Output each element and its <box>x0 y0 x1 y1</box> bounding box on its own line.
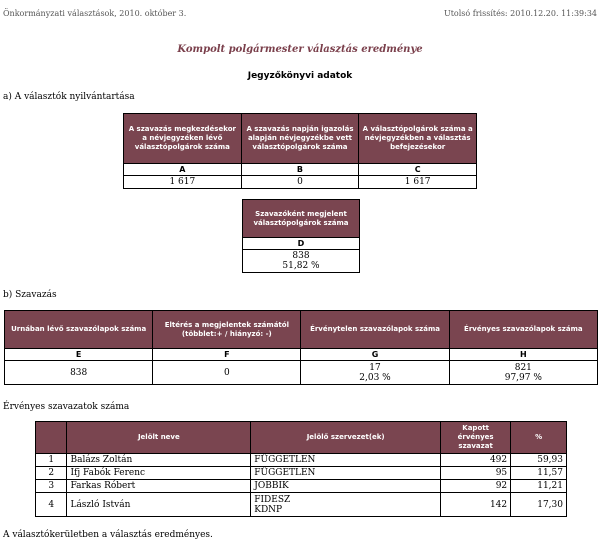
top-bar <box>0 0 600 20</box>
column-header-a: A szavazás megkezdésekor a névjegyzéken lévő választópolgárok száma <box>124 114 242 164</box>
column-letter-h: H <box>449 349 597 361</box>
candidate-name: Balázs Zoltán <box>67 454 251 467</box>
candidate-name: Ifj Fabók Ferenc <box>67 467 251 480</box>
vote-count: 92 <box>441 480 511 493</box>
nominating-org: JOBBIK <box>251 480 441 493</box>
table-row <box>36 454 567 467</box>
turnout-table <box>242 199 360 273</box>
row-index: 1 <box>36 454 67 467</box>
value-f: 0 <box>153 361 301 385</box>
nominating-org: FÜGGETLEN <box>251 467 441 480</box>
value-b: 0 <box>241 176 359 189</box>
turnout-cell <box>243 250 360 273</box>
nominating-org: FÜGGETLEN <box>251 454 441 467</box>
table-row <box>36 467 567 480</box>
election-date-text: Önkormányzati választások, 2010. október 3. <box>3 9 187 18</box>
percent-h: 97,97 % <box>504 372 542 383</box>
turnout-value: 838 <box>292 251 310 261</box>
vote-count: 142 <box>441 493 511 517</box>
column-header-index <box>36 422 67 454</box>
column-header-h: Érvényes szavazólapok száma <box>449 311 597 349</box>
column-letter-c: C <box>359 164 477 176</box>
row-index: 2 <box>36 467 67 480</box>
column-letter-e: E <box>5 349 153 361</box>
vote-count: 95 <box>441 467 511 480</box>
nominating-org-line-1: FIDESZ <box>254 494 291 505</box>
candidate-name: László István <box>67 493 251 517</box>
vote-percent: 11,21 <box>511 480 567 493</box>
row-index: 3 <box>36 480 67 493</box>
column-header-g: Érvénytelen szavazólapok száma <box>301 311 449 349</box>
column-letter-a: A <box>124 164 242 176</box>
nominating-org <box>251 493 441 517</box>
voter-registry-table <box>123 113 477 189</box>
value-c: 1 617 <box>359 176 477 189</box>
vote-percent: 59,93 <box>511 454 567 467</box>
nominating-org-line-2: KDNP <box>254 504 283 515</box>
vote-count: 492 <box>441 454 511 467</box>
value-a: 1 617 <box>124 176 242 189</box>
column-header-e: Urnában lévő szavazólapok száma <box>5 311 153 349</box>
value-g-cell <box>301 361 449 385</box>
section-b-label: b) Szavazás <box>3 290 57 300</box>
turnout-percent: 51,82 % <box>282 261 320 271</box>
result-statement: A választókerületben a választás eredményes. <box>3 530 213 540</box>
value-e: 838 <box>5 361 153 385</box>
column-header-f: Eltérés a megjelentek számától (többlet:+ / hiányzó: -) <box>153 311 301 349</box>
vote-percent: 11,57 <box>511 467 567 480</box>
page-subtitle: Jegyzőkönyvi adatok <box>247 71 353 81</box>
value-h: 821 <box>514 362 532 373</box>
results-label: Érvényes szavazatok száma <box>3 402 130 412</box>
column-header-candidate: Jelölt neve <box>67 422 251 454</box>
results-table <box>35 421 567 517</box>
candidate-name: Farkas Róbert <box>67 480 251 493</box>
column-letter-f: F <box>153 349 301 361</box>
section-a-label: a) A választók nyilvántartása <box>3 92 135 102</box>
column-header-votes: Kapott érvényes szavazat <box>441 422 511 454</box>
value-h-cell <box>449 361 597 385</box>
column-letter-b: B <box>241 164 359 176</box>
column-letter-d: D <box>243 238 360 250</box>
table-row <box>36 480 567 493</box>
table-row <box>36 493 567 517</box>
vote-percent: 17,30 <box>511 493 567 517</box>
column-header-c: A választópolgárok száma a névjegyzékben a választás befejezésekor <box>359 114 477 164</box>
column-header-b: A szavazás napján igazolás alapján névjegyzékbe vett választópolgárok száma <box>241 114 359 164</box>
column-header-org: Jelölő szervezet(ek) <box>251 422 441 454</box>
column-header-d: Szavazóként megjelent választópolgárok száma <box>243 200 360 238</box>
page-title: Kompolt polgármester választás eredménye <box>177 44 423 55</box>
percent-g: 2,03 % <box>359 372 391 383</box>
column-letter-g: G <box>301 349 449 361</box>
value-g: 17 <box>369 362 381 373</box>
last-updated-text: Utolsó frissítés: 2010.12.20. 11:39:34 <box>443 9 597 18</box>
voting-table <box>4 310 598 385</box>
row-index: 4 <box>36 493 67 517</box>
column-header-pct: % <box>511 422 567 454</box>
